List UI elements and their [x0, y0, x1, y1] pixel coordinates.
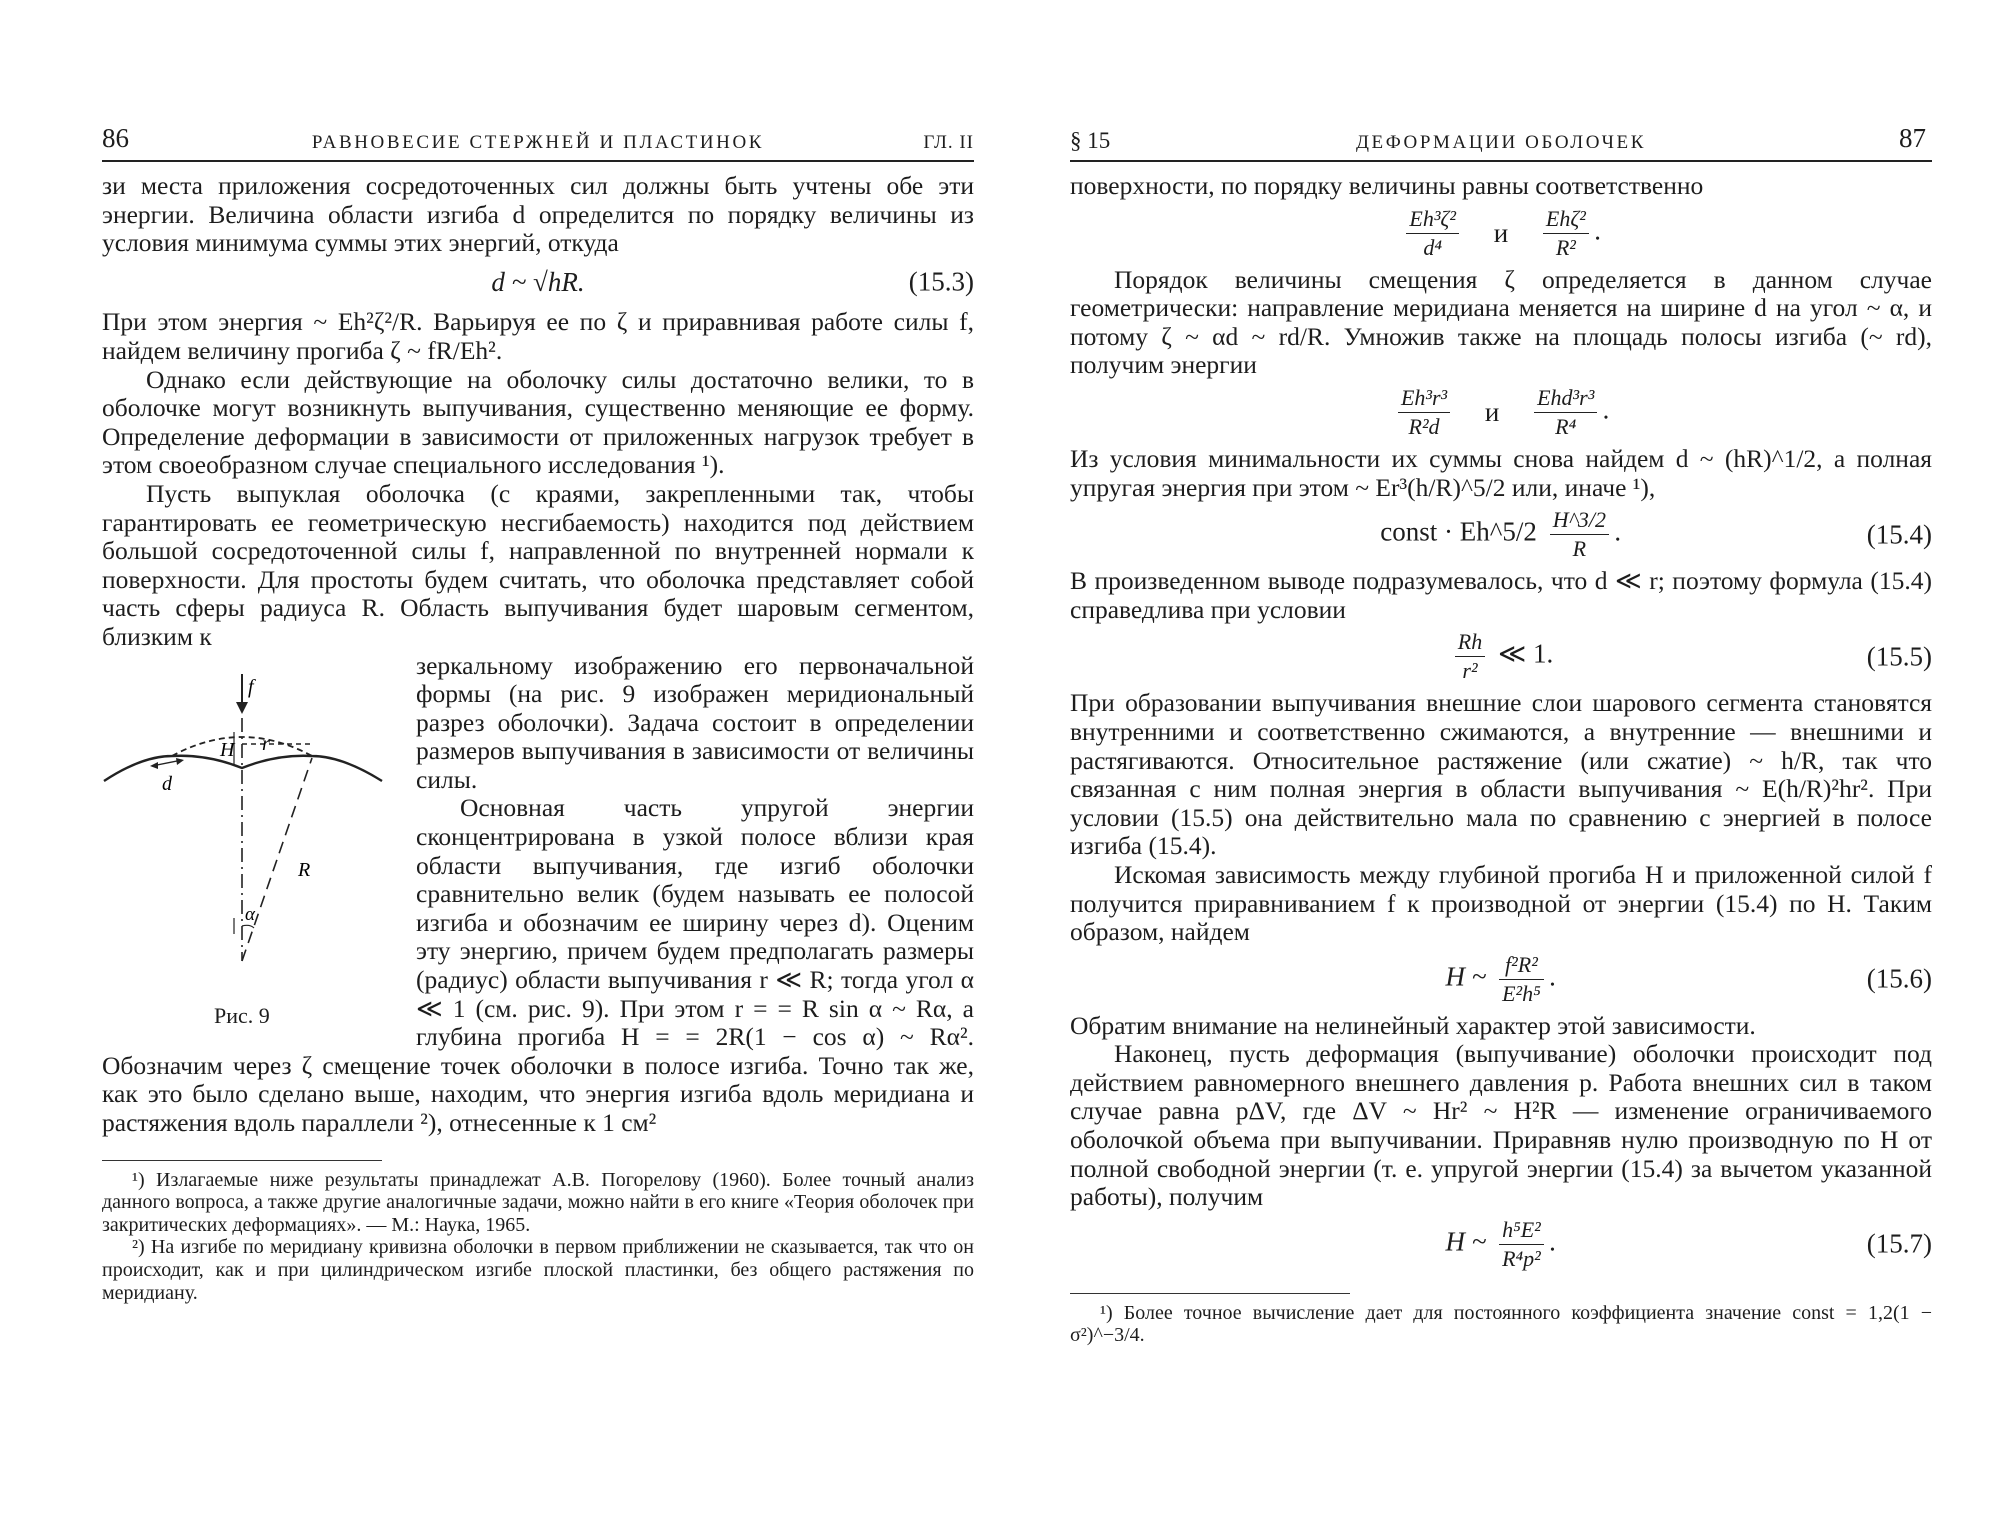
angle-label: α [245, 903, 255, 925]
width-arrow-right [176, 758, 184, 765]
figure-caption: Рис. 9 [214, 1002, 270, 1028]
eq-15-6-frac [1499, 953, 1544, 1006]
radius-label: R [298, 858, 311, 881]
right-section-label: § 15 [1070, 128, 1111, 153]
eq-15-4-tail: . [1614, 516, 1622, 547]
right-paragraph-3: Из условия минимальности их суммы снова найдем d ~ (hR)^1/2, а полная упругая энергия при этом ~ Er³(h/R)^5/2 или, иначе ¹), [1070, 443, 1932, 502]
eq-b-frac-1 [1398, 386, 1450, 439]
right-paragraph-8: Наконец, пусть деформация (выпучивание) оболочки происходит под действием равномерного внешнего давления p. Работа внешних сил в таком случае равна pΔV, где ΔV ~ Hr² ~ H²R — изменение ограничиваемого оболочкой объема при выпучивании. Приравняв нулю производную по H от полной свободной энергии (т. е. упругой энергии (15.4) за вычетом указанной работы), получим [1070, 1039, 1932, 1212]
left-footnotes [102, 1169, 974, 1305]
eq-a-frac-1 [1406, 207, 1459, 260]
width-arrow-left [150, 762, 158, 769]
equation-15-3 [102, 268, 974, 297]
eq-a-frac-2 [1543, 207, 1589, 260]
equation-15-3-expr: d ~ √hR. [491, 266, 585, 297]
eq-a-den-1: d⁴ [1423, 234, 1442, 260]
left-paragraph-4: Пусть выпуклая оболочка (с краями, закрепленными так, чтобы гарантировать ее геометрическую несгибаемость) находится под действием большой сосредоточенной силы f, направленной по внутренней нормали к поверхности. Для простоты будем считать, что оболочка представляет собой часть сферы радиуса R. Область выпучивания будет шаровым сегментом, близким к [102, 478, 974, 651]
eq-15-7-den: R⁴p² [1502, 1245, 1541, 1271]
force-arrowhead [236, 702, 248, 714]
right-paragraph-4: В произведенном выводе подразумевалось, что d ≪ r; поэтому формула (15.4) справедлива при условии [1070, 566, 1932, 624]
equation-15-6-number: (15.6) [1866, 963, 1932, 994]
eq-b-num-1: Eh³r³ [1398, 386, 1450, 413]
eq-15-7-lead: H ~ [1445, 1226, 1487, 1257]
left-page-number: 86 [102, 123, 129, 153]
equation-15-7-number: (15.7) [1866, 1229, 1932, 1260]
equation-energies-a [1070, 207, 1932, 260]
eq-15-4-frac [1550, 508, 1609, 561]
left-page [102, 118, 974, 1304]
right-paragraph-1: поверхности, по порядку величины равны соответственно [1070, 171, 1704, 200]
equation-15-5 [1070, 630, 1932, 683]
right-page-number: 87 [1899, 123, 1926, 153]
right-footnote-1: ¹) Более точное вычисление дает для постоянного коэффициента значение const = 1,2(1 − σ²)^−3/4. [1070, 1301, 1932, 1347]
eq-b-frac-2 [1534, 386, 1597, 439]
left-footnote-2: ²) На изгибе по меридиану кривизна оболочки в первом приближении не сказывается, так что он происходит, как и при цилиндрическом изгибе плоской пластинки, без общего растяжения по меридиану. [102, 1236, 974, 1304]
eq-a-num-1: Eh³ζ² [1406, 207, 1459, 234]
angle-arc [242, 925, 254, 928]
left-paragraph-1: зи места приложения сосредоточенных сил должны быть учтены обе эти энергии. Величина области изгиба d определится по порядку величины из условия минимума суммы этих энергий, откуда [102, 171, 974, 258]
right-footnote-rule [1070, 1293, 1350, 1294]
right-footnotes [1070, 1302, 1932, 1347]
eq-a-tail: . [1594, 215, 1602, 246]
left-running-title: РАВНОВЕСИЕ СТЕРЖНЕЙ И ПЛАСТИНОК [311, 132, 765, 153]
eq-15-6-tail: . [1549, 961, 1557, 992]
eq-15-5-frac [1455, 630, 1485, 683]
figure-9 [102, 656, 402, 1036]
radius-small-label: r [262, 732, 270, 755]
equation-15-7 [1070, 1218, 1932, 1271]
eq-a-num-2: Ehζ² [1543, 207, 1589, 234]
shell-diagram [102, 656, 402, 1036]
deformed-shell-curve [104, 755, 382, 780]
left-footnote-rule [102, 1160, 382, 1161]
eq-b-tail: . [1603, 394, 1611, 425]
width-label: d [162, 772, 172, 795]
left-body [102, 172, 974, 1138]
equation-15-4 [1070, 508, 1932, 561]
eq-b-num-2: Ehd³r³ [1534, 386, 1597, 413]
eq-15-5-tail: ≪ 1. [1497, 639, 1554, 670]
eq-a-and: и [1493, 217, 1509, 248]
depth-label: H [220, 738, 235, 761]
equation-15-5-number: (15.5) [1866, 641, 1932, 672]
eq-15-4-lead: const · Eh^5/2 [1380, 516, 1537, 547]
right-paragraph-5: При образовании выпучивания внешние слои шарового сегмента становятся внутренними и соответственно сжимаются, а внутренние — внешними и растягиваются. Относительное растяжение (или сжатие) ~ h/R, так что связанная с ним полная энергия в области выпучивания ~ E(h/R)²hr². При условии (15.5) она действительно мала по сравнению с энергией в полосе изгиба (15.4). [1070, 688, 1932, 861]
right-paragraph-6: Искомая зависимость между глубиной прогиба H и приложенной силой f получится приравниванием f к производной от энергии (15.4) по H. Таким образом, найдем [1070, 859, 1932, 947]
force-label: f [248, 675, 254, 698]
left-chapter-label: ГЛ. II [923, 132, 974, 153]
right-paragraph-2: Порядок величины смещения ζ определяется в данном случае геометрически: направление меридиана меняется на ширине d на угол ~ α, и потому ζ ~ αd ~ rd/R. Умножив также на площадь полосы изгиба (~ rd), получим энергии [1070, 264, 1932, 380]
equation-15-3-number: (15.3) [908, 266, 974, 297]
left-paragraph-5: зеркальному изображению его первоначальной формы (на рис. 9 изображен меридиональный разрез оболочки). Задача состоит в определении размеров выпучивания в зависимости от величины силы. [416, 651, 974, 794]
eq-b-den-2: R⁴ [1555, 413, 1577, 439]
equation-15-4-number: (15.4) [1866, 519, 1932, 550]
eq-15-5-den: r² [1462, 658, 1478, 684]
eq-15-4-num: H^3/2 [1550, 508, 1609, 535]
right-paragraph-7: Обратим внимание на нелинейный характер этой зависимости. [1070, 1010, 1756, 1040]
figure-block [102, 652, 974, 1138]
right-running-title: ДЕФОРМАЦИИ ОБОЛОЧЕК [1355, 132, 1647, 153]
right-running-head [1070, 118, 1932, 162]
eq-15-7-tail: . [1549, 1226, 1557, 1257]
eq-15-7-frac [1499, 1218, 1544, 1271]
eq-b-and: и [1484, 397, 1500, 428]
left-running-head [102, 118, 974, 162]
left-footnote-1: ¹) Излагаемые ниже результаты принадлежат А.В. Погорелову (1960). Более точный анализ данного вопроса, а также другие аналогичные задачи, можно найти в его книге «Теория оболочек при закритических деформациях». — М.: Наука, 1965. [102, 1168, 974, 1236]
equation-energies-b [1070, 386, 1932, 439]
eq-15-4-den: R [1572, 536, 1587, 562]
equation-15-6 [1070, 953, 1932, 1006]
left-paragraph-2: При этом энергия ~ Eh²ζ²/R. Варьируя ее по ζ и приравнивая работе силы f, найдем величину прогиба ζ ~ fR/Eh². [102, 307, 974, 365]
eq-15-7-num: h⁵E² [1499, 1218, 1544, 1245]
eq-15-6-den: E²h⁵ [1502, 980, 1541, 1006]
right-body [1070, 172, 1932, 1271]
left-paragraph-6: Основная часть упругой энергии сконцентрирована в узкой полосе вблизи края области выпучивания, где изгиб оболочки сравнительно велик (будем называть ее полосой изгиба и обозначим ее ширину через d). Оценим эту энергию, причем будем предполагать размеры (радиус) области выпучивания r ≪ R; тогда угол α ≪ 1 (см. рис. 9). При этом r = = R sin α ~ Rα, а глубина прогиба H = = 2R(1 − cos α) ~ Rα². Обозначим через ζ смещение точек оболочки в полосе изгиба. Точно так же, как это было сделано выше, находим, что энергия изгиба вдоль меридиана и растяжения вдоль параллели ²), отнесенные к 1 см² [102, 793, 974, 1137]
eq-b-den-1: R²d [1408, 413, 1440, 439]
eq-a-den-2: R² [1555, 234, 1576, 260]
eq-15-6-lead: H ~ [1445, 961, 1487, 992]
eq-15-6-num: f²R² [1499, 953, 1544, 980]
eq-15-5-num: Rh [1455, 630, 1485, 657]
right-page [1070, 118, 1932, 1347]
left-paragraph-3: Однако если действующие на оболочку силы достаточно велики, то в оболочке могут возникнуть выпучивания, существенно меняющие ее форму. Определение деформации в зависимости от приложенных нагрузок требует в этом своеобразном случае специального исследования ¹). [102, 364, 974, 480]
